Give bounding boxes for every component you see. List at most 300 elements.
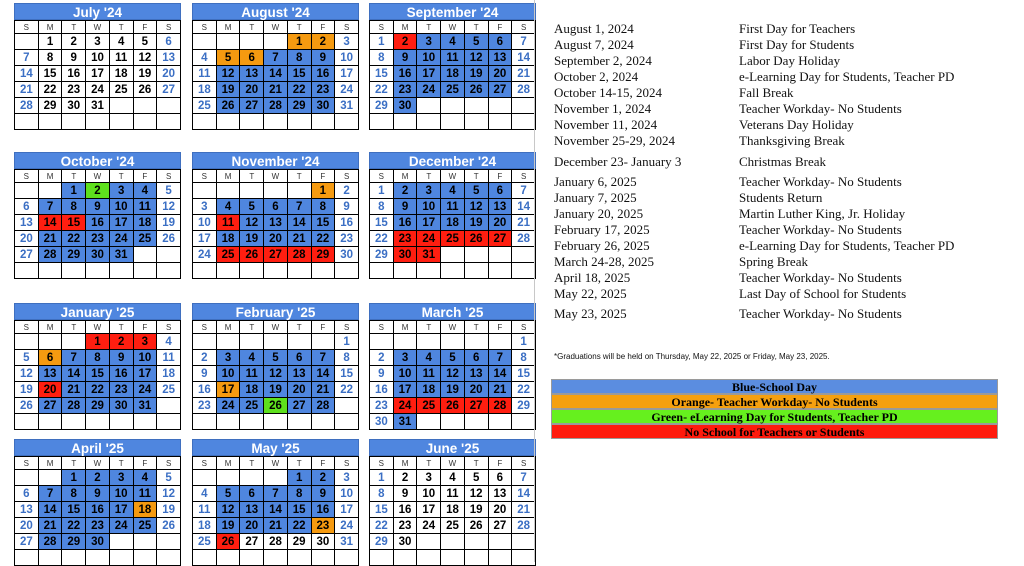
weekday-header: W <box>441 457 465 470</box>
empty-cell <box>488 534 512 550</box>
day-cell: 25 <box>157 382 181 398</box>
event-name: Last Day of School for Students <box>739 286 907 301</box>
day-cell: 1 <box>512 334 536 350</box>
day-cell: 4 <box>216 199 240 215</box>
weekday-header: S <box>335 457 359 470</box>
day-cell: 7 <box>287 199 311 215</box>
event-name: e-Learning Day for Students, Teacher PD <box>739 238 955 253</box>
day-cell: 13 <box>464 366 488 382</box>
day-cell: 9 <box>86 486 110 502</box>
weekday-header: F <box>133 170 157 183</box>
day-cell: 23 <box>86 518 110 534</box>
day-cell: 11 <box>441 50 465 66</box>
day-cell: 16 <box>86 502 110 518</box>
day-cell: 10 <box>109 199 133 215</box>
day-cell: 7 <box>264 50 288 66</box>
day-cell: 7 <box>38 199 62 215</box>
day-cell: 18 <box>417 382 441 398</box>
day-cell: 6 <box>488 183 512 199</box>
day-cell: 24 <box>193 247 217 263</box>
event-date: November 11, 2024 <box>554 117 658 132</box>
day-cell: 21 <box>512 215 536 231</box>
day-cell: 29 <box>370 247 394 263</box>
day-cell: 28 <box>264 534 288 550</box>
empty-cell <box>464 98 488 114</box>
event-row <box>554 238 1014 254</box>
month-title: July '24 <box>14 3 181 20</box>
day-cell: 13 <box>240 502 264 518</box>
day-cell: 9 <box>393 199 417 215</box>
month-title: August '24 <box>192 3 359 20</box>
event-name: Thanksgiving Break <box>739 133 845 148</box>
empty-cell <box>86 414 110 430</box>
day-cell: 29 <box>311 247 335 263</box>
event-date: November 25-29, 2024 <box>554 133 675 148</box>
weekday-header: S <box>370 321 394 334</box>
event-date: November 1, 2024 <box>554 101 652 116</box>
day-cell: 7 <box>311 350 335 366</box>
event-name: First Day for Teachers <box>739 21 856 36</box>
day-cell: 20 <box>15 518 39 534</box>
day-cell: 23 <box>193 398 217 414</box>
month-calendar <box>369 3 536 130</box>
empty-cell <box>393 550 417 566</box>
weekday-header: F <box>133 21 157 34</box>
day-cell: 20 <box>240 82 264 98</box>
empty-cell <box>441 263 465 279</box>
empty-cell <box>86 263 110 279</box>
day-cell: 1 <box>370 34 394 50</box>
weekday-header: F <box>311 321 335 334</box>
empty-cell <box>393 114 417 130</box>
day-cell: 7 <box>264 486 288 502</box>
day-cell: 10 <box>335 50 359 66</box>
empty-cell <box>15 470 39 486</box>
day-cell: 15 <box>86 366 110 382</box>
empty-cell <box>393 334 417 350</box>
empty-cell <box>38 334 62 350</box>
weekday-header: F <box>488 457 512 470</box>
event-date: August 7, 2024 <box>554 37 634 52</box>
empty-cell <box>133 550 157 566</box>
weekday-header: S <box>512 170 536 183</box>
day-cell: 19 <box>264 382 288 398</box>
empty-cell <box>38 263 62 279</box>
day-cell: 5 <box>264 350 288 366</box>
day-cell: 10 <box>193 215 217 231</box>
month-title: November '24 <box>192 152 359 169</box>
day-cell: 10 <box>133 350 157 366</box>
empty-cell <box>193 183 217 199</box>
day-cell: 4 <box>441 470 465 486</box>
day-cell: 31 <box>86 98 110 114</box>
day-cell: 28 <box>264 98 288 114</box>
day-cell: 24 <box>216 398 240 414</box>
day-cell: 11 <box>157 350 181 366</box>
event-name: Christmas Break <box>739 154 827 169</box>
day-cell: 18 <box>441 66 465 82</box>
empty-cell <box>417 334 441 350</box>
legend-item: Green- eLearning Day for Students, Teacher PD <box>551 409 998 424</box>
day-cell: 14 <box>38 502 62 518</box>
empty-cell <box>441 414 465 430</box>
day-cell: 2 <box>86 470 110 486</box>
day-cell: 27 <box>240 534 264 550</box>
empty-cell <box>264 414 288 430</box>
day-cell: 11 <box>133 486 157 502</box>
day-cell: 8 <box>370 199 394 215</box>
day-cell: 14 <box>38 215 62 231</box>
empty-cell <box>62 550 86 566</box>
empty-cell <box>335 114 359 130</box>
day-cell: 8 <box>370 50 394 66</box>
empty-cell <box>264 470 288 486</box>
empty-cell <box>488 98 512 114</box>
day-cell: 17 <box>393 382 417 398</box>
day-cell: 4 <box>441 34 465 50</box>
weekday-header: S <box>512 457 536 470</box>
event-date: March 24-28, 2025 <box>554 254 655 269</box>
empty-cell <box>62 263 86 279</box>
weekday-header: M <box>38 21 62 34</box>
day-cell: 1 <box>287 34 311 50</box>
day-cell: 15 <box>287 502 311 518</box>
month-title: April '25 <box>14 439 181 456</box>
day-cell: 16 <box>109 366 133 382</box>
day-cell: 25 <box>193 98 217 114</box>
day-cell: 10 <box>86 50 110 66</box>
day-cell: 30 <box>62 98 86 114</box>
day-cell: 6 <box>464 350 488 366</box>
empty-cell <box>417 534 441 550</box>
day-cell: 17 <box>417 215 441 231</box>
day-cell: 3 <box>417 34 441 50</box>
event-name: Veterans Day Holiday <box>739 117 854 132</box>
day-cell: 18 <box>441 502 465 518</box>
empty-cell <box>311 414 335 430</box>
day-cell: 28 <box>512 82 536 98</box>
day-cell: 11 <box>441 199 465 215</box>
day-cell: 25 <box>240 398 264 414</box>
empty-cell <box>441 247 465 263</box>
event-date: May 23, 2025 <box>554 306 627 321</box>
day-cell: 10 <box>335 486 359 502</box>
event-name: First Day for Students <box>739 37 855 52</box>
empty-cell <box>193 470 217 486</box>
day-cell: 9 <box>109 350 133 366</box>
day-cell: 25 <box>133 231 157 247</box>
day-cell: 10 <box>417 50 441 66</box>
weekday-header: T <box>62 321 86 334</box>
day-cell: 3 <box>193 199 217 215</box>
event-row <box>554 53 1014 69</box>
day-cell: 22 <box>62 231 86 247</box>
weekday-header: T <box>464 457 488 470</box>
day-cell: 14 <box>264 66 288 82</box>
legend-item: Orange- Teacher Workday- No Students <box>551 394 998 409</box>
day-cell: 3 <box>335 34 359 50</box>
day-cell: 18 <box>109 66 133 82</box>
event-row <box>554 85 1014 101</box>
weekday-header: T <box>417 457 441 470</box>
day-cell: 12 <box>240 215 264 231</box>
day-cell: 28 <box>287 247 311 263</box>
day-cell: 18 <box>193 82 217 98</box>
day-cell: 23 <box>109 382 133 398</box>
month-title: May '25 <box>192 439 359 456</box>
day-cell: 6 <box>240 50 264 66</box>
weekday-header: T <box>240 170 264 183</box>
day-cell: 4 <box>240 350 264 366</box>
weekday-header: S <box>370 170 394 183</box>
event-date: January 6, 2025 <box>554 174 637 189</box>
day-cell: 2 <box>393 183 417 199</box>
day-cell: 24 <box>109 231 133 247</box>
day-cell: 29 <box>287 98 311 114</box>
day-cell: 4 <box>193 486 217 502</box>
empty-cell <box>287 114 311 130</box>
empty-cell <box>287 183 311 199</box>
weekday-header: M <box>216 21 240 34</box>
event-date: August 1, 2024 <box>554 21 634 36</box>
weekday-header: T <box>240 21 264 34</box>
day-cell: 4 <box>193 50 217 66</box>
day-cell: 1 <box>335 334 359 350</box>
event-name: Teacher Workday- No Students <box>739 101 902 116</box>
day-cell: 21 <box>512 502 536 518</box>
day-cell: 3 <box>417 183 441 199</box>
day-cell: 7 <box>488 350 512 366</box>
day-cell: 25 <box>193 534 217 550</box>
day-cell: 21 <box>264 518 288 534</box>
day-cell: 30 <box>335 247 359 263</box>
day-cell: 2 <box>311 34 335 50</box>
empty-cell <box>240 263 264 279</box>
day-cell: 9 <box>62 50 86 66</box>
day-cell: 26 <box>133 82 157 98</box>
month-calendar <box>14 303 181 430</box>
empty-cell <box>441 550 465 566</box>
day-cell: 13 <box>287 366 311 382</box>
event-row <box>554 133 1014 149</box>
weekday-header: S <box>193 321 217 334</box>
day-cell: 20 <box>488 215 512 231</box>
weekday-header: S <box>370 457 394 470</box>
empty-cell <box>38 114 62 130</box>
day-cell: 13 <box>264 215 288 231</box>
empty-cell <box>109 263 133 279</box>
event-date: September 2, 2024 <box>554 53 652 68</box>
empty-cell <box>157 98 181 114</box>
empty-cell <box>86 114 110 130</box>
day-cell: 21 <box>488 382 512 398</box>
day-cell: 19 <box>441 382 465 398</box>
empty-cell <box>133 414 157 430</box>
weekday-header: M <box>38 321 62 334</box>
empty-cell <box>512 114 536 130</box>
day-cell: 9 <box>393 486 417 502</box>
empty-cell <box>216 183 240 199</box>
day-cell: 25 <box>216 247 240 263</box>
day-cell: 30 <box>109 398 133 414</box>
day-cell: 30 <box>86 534 110 550</box>
month-calendar <box>369 439 536 566</box>
weekday-header: M <box>393 457 417 470</box>
day-cell: 30 <box>370 414 394 430</box>
empty-cell <box>335 398 359 414</box>
month-title: December '24 <box>369 152 536 169</box>
day-cell: 9 <box>370 366 394 382</box>
empty-cell <box>464 414 488 430</box>
month-calendar <box>14 439 181 566</box>
empty-cell <box>133 247 157 263</box>
day-cell: 8 <box>287 50 311 66</box>
day-cell: 31 <box>335 98 359 114</box>
day-cell: 23 <box>86 231 110 247</box>
month-calendar <box>14 152 181 279</box>
day-cell: 26 <box>240 247 264 263</box>
day-cell: 23 <box>393 82 417 98</box>
day-cell: 26 <box>464 231 488 247</box>
empty-cell <box>133 263 157 279</box>
day-cell: 27 <box>240 98 264 114</box>
day-cell: 14 <box>512 50 536 66</box>
empty-cell <box>464 263 488 279</box>
weekday-header: W <box>86 21 110 34</box>
day-cell: 14 <box>15 66 39 82</box>
day-cell: 14 <box>512 486 536 502</box>
day-cell: 22 <box>370 518 394 534</box>
day-cell: 27 <box>264 247 288 263</box>
day-cell: 11 <box>193 502 217 518</box>
day-cell: 19 <box>157 215 181 231</box>
empty-cell <box>193 114 217 130</box>
event-date: December 23- January 3 <box>554 154 682 169</box>
day-cell: 22 <box>38 82 62 98</box>
event-name: Martin Luther King, Jr. Holiday <box>739 206 906 221</box>
empty-cell <box>38 550 62 566</box>
weekday-header: M <box>38 457 62 470</box>
day-cell: 5 <box>464 470 488 486</box>
day-cell: 29 <box>86 398 110 414</box>
day-cell: 27 <box>287 398 311 414</box>
day-cell: 3 <box>393 350 417 366</box>
weekday-header: S <box>15 321 39 334</box>
empty-cell <box>464 550 488 566</box>
day-cell: 19 <box>464 66 488 82</box>
day-cell: 14 <box>488 366 512 382</box>
month-calendar <box>192 3 359 130</box>
day-cell: 27 <box>38 398 62 414</box>
day-cell: 5 <box>216 486 240 502</box>
day-cell: 15 <box>370 502 394 518</box>
day-cell: 12 <box>441 366 465 382</box>
weekday-header: T <box>240 321 264 334</box>
day-cell: 27 <box>488 518 512 534</box>
weekday-header: S <box>335 170 359 183</box>
day-cell: 9 <box>311 50 335 66</box>
day-cell: 24 <box>417 231 441 247</box>
day-cell: 7 <box>62 350 86 366</box>
weekday-header: T <box>464 321 488 334</box>
day-cell: 26 <box>157 518 181 534</box>
day-cell: 4 <box>133 183 157 199</box>
day-cell: 2 <box>193 350 217 366</box>
day-cell: 22 <box>512 382 536 398</box>
day-cell: 15 <box>287 66 311 82</box>
weekday-header: W <box>264 457 288 470</box>
day-cell: 29 <box>512 398 536 414</box>
day-cell: 25 <box>133 518 157 534</box>
event-date: October 2, 2024 <box>554 69 639 84</box>
day-cell: 5 <box>441 350 465 366</box>
empty-cell <box>464 534 488 550</box>
day-cell: 22 <box>370 231 394 247</box>
month-calendar <box>192 303 359 430</box>
empty-cell <box>287 550 311 566</box>
day-cell: 8 <box>335 350 359 366</box>
day-cell: 22 <box>62 518 86 534</box>
color-legend <box>551 379 998 439</box>
day-cell: 19 <box>157 502 181 518</box>
empty-cell <box>370 334 394 350</box>
event-row <box>554 21 1014 37</box>
day-cell: 7 <box>512 183 536 199</box>
weekday-header: W <box>86 321 110 334</box>
empty-cell <box>240 470 264 486</box>
empty-cell <box>287 414 311 430</box>
event-row <box>554 101 1014 117</box>
day-cell: 30 <box>393 534 417 550</box>
event-date: February 17, 2025 <box>554 222 650 237</box>
day-cell: 16 <box>393 66 417 82</box>
day-cell: 9 <box>393 50 417 66</box>
day-cell: 17 <box>335 66 359 82</box>
empty-cell <box>240 34 264 50</box>
weekday-header: T <box>240 457 264 470</box>
day-cell: 26 <box>216 98 240 114</box>
day-cell: 17 <box>417 502 441 518</box>
day-cell: 9 <box>86 199 110 215</box>
day-cell: 29 <box>38 98 62 114</box>
empty-cell <box>133 98 157 114</box>
event-row <box>554 190 1014 206</box>
empty-cell <box>441 534 465 550</box>
weekday-header: F <box>133 321 157 334</box>
weekday-header: M <box>38 170 62 183</box>
day-cell: 25 <box>109 82 133 98</box>
day-cell: 3 <box>335 470 359 486</box>
day-cell: 16 <box>335 215 359 231</box>
day-cell: 1 <box>370 183 394 199</box>
day-cell: 13 <box>488 486 512 502</box>
day-cell: 7 <box>15 50 39 66</box>
day-cell: 20 <box>240 518 264 534</box>
weekday-header: F <box>311 457 335 470</box>
day-cell: 27 <box>15 534 39 550</box>
empty-cell <box>15 414 39 430</box>
day-cell: 6 <box>38 350 62 366</box>
empty-cell <box>240 334 264 350</box>
event-name: Teacher Workday- No Students <box>739 270 902 285</box>
weekday-header: T <box>464 170 488 183</box>
day-cell: 31 <box>393 414 417 430</box>
day-cell: 20 <box>38 382 62 398</box>
day-cell: 24 <box>109 518 133 534</box>
day-cell: 24 <box>86 82 110 98</box>
event-row <box>554 69 1014 85</box>
day-cell: 28 <box>62 398 86 414</box>
